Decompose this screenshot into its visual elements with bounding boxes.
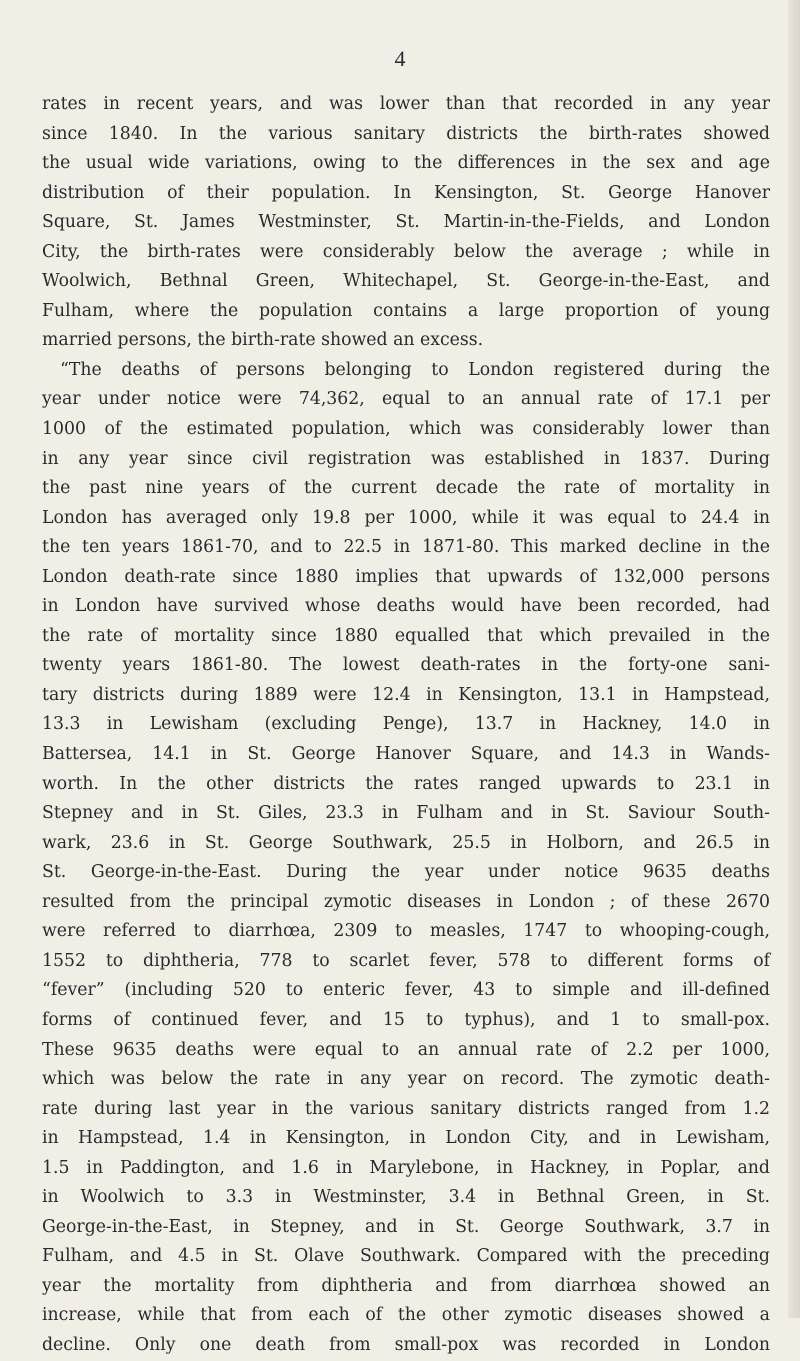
text-line: City, the birth-rates were considerably below the average ; while in	[42, 241, 770, 262]
text-line: year the mortality from diphtheria and from diarrhœa showed an	[42, 1275, 770, 1296]
text-line: 1000 of the estimated population, which was considerably lower than	[42, 419, 770, 440]
page-edge	[788, 0, 800, 1318]
text-line: London death-rate since 1880 implies that upwards of 132,000 persons	[42, 566, 770, 587]
text-line: year under notice were 74,362, equal to an annual rate of 17.1 per	[42, 389, 770, 410]
text-line: which was below the rate in any year on record. The zymotic death-	[42, 1069, 770, 1090]
text-line: rate during last year in the various sanitary districts ranged from 1.2	[42, 1098, 770, 1119]
page-number: 4	[394, 46, 406, 71]
text-line: resulted from the principal zymotic diseases in London ; of these 2670	[42, 891, 770, 912]
text-line: 1.5 in Paddington, and 1.6 in Marylebone, in Hackney, in Poplar, and	[42, 1157, 770, 1178]
text-line: Square, St. James Westminster, St. Martin-in-the-Fields, and London	[42, 212, 770, 233]
text-line: the usual wide variations, owing to the differences in the sex and age	[42, 153, 770, 174]
text-line: London has averaged only 19.8 per 1000, while it was equal to 24.4 in	[42, 507, 770, 528]
text-line: Stepney and in St. Giles, 23.3 in Fulham and in St. Saviour South-	[42, 803, 770, 824]
text-line: in Woolwich to 3.3 in Westminster, 3.4 in Bethnal Green, in St.	[42, 1187, 770, 1208]
text-line: in Hampstead, 1.4 in Kensington, in London City, and in Lewisham,	[42, 1128, 770, 1149]
text-line: “The deaths of persons belonging to London registered during the	[60, 359, 770, 380]
text-line: distribution of their population. In Kensington, St. George Hanover	[42, 182, 770, 203]
text-line: the ten years 1861-70, and to 22.5 in 1871-80. This marked decline in the	[42, 537, 770, 558]
text-line: Fulham, where the population contains a large proportion of young	[42, 300, 770, 321]
body-text	[42, 90, 770, 1361]
text-line: St. George-in-the-East. During the year under notice 9635 deaths	[42, 862, 770, 883]
text-line: decline. Only one death from small-pox was recorded in London	[42, 1334, 770, 1355]
text-line: the past nine years of the current decade the rate of mortality in	[42, 478, 770, 499]
text-line: twenty years 1861-80. The lowest death-rates in the forty-one sani-	[42, 655, 770, 676]
text-line: “fever” (including 520 to enteric fever, 43 to simple and ill-defined	[42, 980, 770, 1001]
text-line: Battersea, 14.1 in St. George Hanover Square, and 14.3 in Wands-	[42, 744, 770, 765]
text-line: increase, while that from each of the other zymotic diseases showed a	[42, 1305, 770, 1326]
text-line: married persons, the birth-rate showed an excess.	[42, 330, 484, 351]
text-line: George-in-the-East, in Stepney, and in St. George Southwark, 3.7 in	[42, 1216, 770, 1237]
text-line: rates in recent years, and was lower than that recorded in any year	[42, 94, 770, 114]
text-line: were referred to diarrhœa, 2309 to measles, 1747 to whooping-cough,	[42, 921, 770, 942]
text-line: wark, 23.6 in St. George Southwark, 25.5 in Holborn, and 26.5 in	[42, 832, 770, 853]
text-line: in any year since civil registration was established in 1837. During	[42, 448, 770, 469]
text-line: Fulham, and 4.5 in St. Olave Southwark. Compared with the preceding	[42, 1246, 770, 1267]
text-line: since 1840. In the various sanitary districts the birth-rates showed	[42, 123, 770, 144]
text-line: 13.3 in Lewisham (excluding Penge), 13.7 in Hackney, 14.0 in	[42, 714, 770, 735]
text-line: These 9635 deaths were equal to an annual rate of 2.2 per 1000,	[42, 1039, 770, 1060]
text-line: 1552 to diphtheria, 778 to scarlet fever, 578 to different forms of	[42, 950, 770, 971]
text-line: forms of continued fever, and 15 to typhus), and 1 to small-pox.	[42, 1009, 770, 1030]
text-line: in London have survived whose deaths would have been recorded, had	[42, 596, 770, 617]
text-line: Woolwich, Bethnal Green, Whitechapel, St. George-in-the-East, and	[42, 271, 770, 292]
text-line: the rate of mortality since 1880 equalled that which prevailed in the	[42, 625, 770, 646]
text-line: tary districts during 1889 were 12.4 in Kensington, 13.1 in Hampstead,	[42, 684, 770, 705]
text-line: worth. In the other districts the rates ranged upwards to 23.1 in	[42, 773, 770, 794]
